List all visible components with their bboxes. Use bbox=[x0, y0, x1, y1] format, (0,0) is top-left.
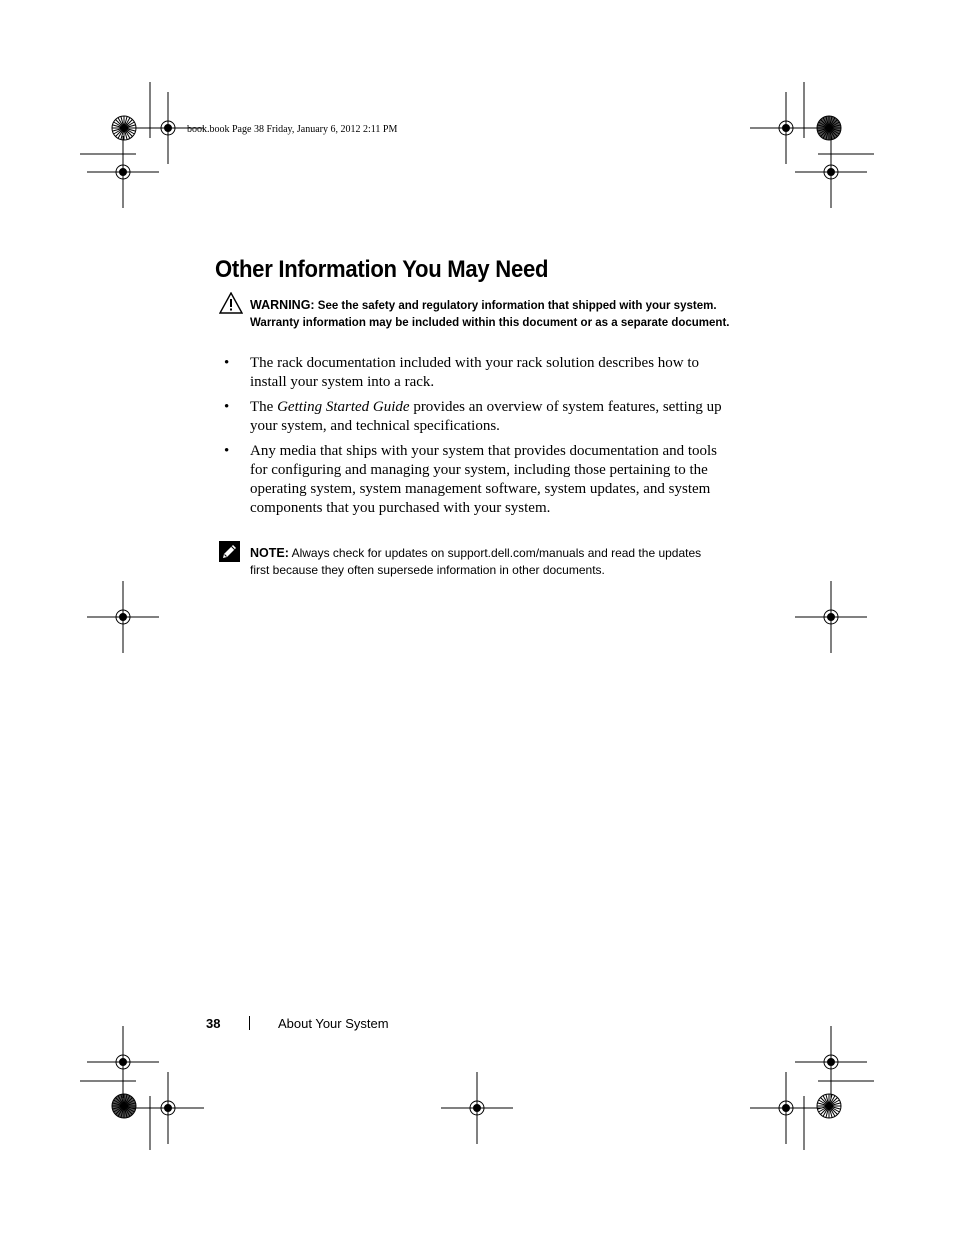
warning-notice bbox=[250, 297, 730, 332]
information-list bbox=[224, 354, 724, 524]
warning-label: WARNING: bbox=[250, 298, 315, 312]
footer-section-title: About Your System bbox=[278, 1016, 389, 1031]
page-number: 38 bbox=[206, 1016, 221, 1031]
list-item: • The Getting Started Guide provides an overview of system features, setting up your system, and technical specifications. bbox=[224, 399, 722, 434]
guide-title: Getting Started Guide bbox=[277, 399, 410, 415]
support-url: support.dell.com/manuals bbox=[447, 546, 585, 560]
note-pencil-icon bbox=[219, 541, 240, 562]
warning-triangle-icon bbox=[219, 292, 243, 314]
note-label: NOTE: bbox=[250, 546, 289, 560]
warning-text: See the safety and regulatory information that shipped with your system. Warranty information may be included within this document or as a separate document. bbox=[250, 300, 730, 329]
note-notice: NOTE: Always check for updates on support.dell.com/manuals and read the updates first because they often supersede information in other documents. bbox=[250, 546, 702, 577]
print-slug-line: book.book Page 38 Friday, January 6, 2012 2:11 PM bbox=[187, 124, 398, 135]
list-item: • The rack documentation included with your rack solution describes how to install your system into a rack. bbox=[224, 355, 700, 390]
page-title: Other Information You May Need bbox=[215, 256, 549, 283]
list-item: • Any media that ships with your system that provides documentation and tools for configuring and managing your system, including those pertaining to the operating system, system management software, system updates, and system components that you purchased with your system. bbox=[224, 443, 718, 516]
footer-divider bbox=[249, 1016, 250, 1030]
